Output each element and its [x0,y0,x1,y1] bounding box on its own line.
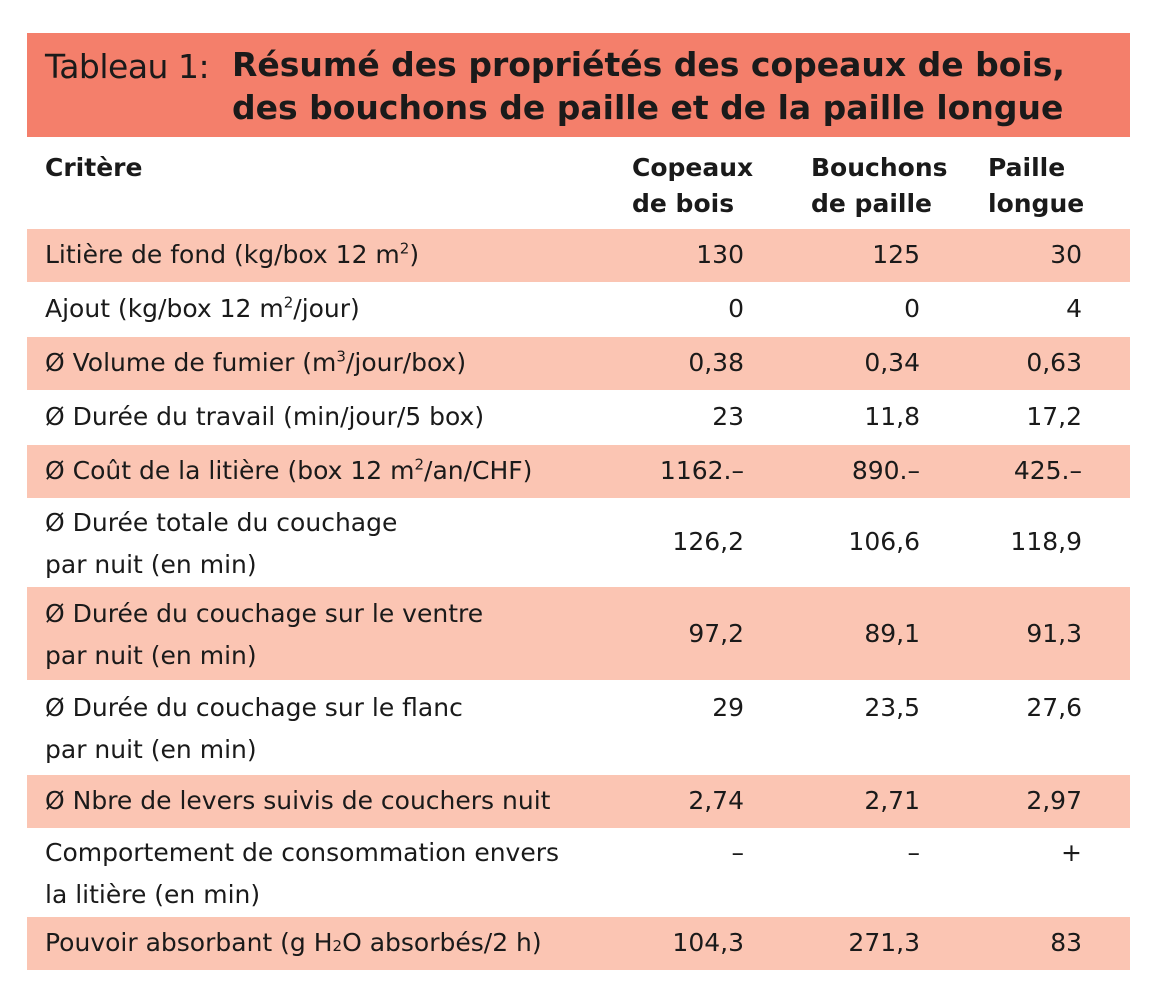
table-row [27,499,1130,587]
header-criterion: Critère [45,153,143,182]
table-title-line-1: Résumé des propriétés des copeaux de bois, [232,45,1065,84]
cell-bouchons: – [907,838,920,867]
cell-paille: 0,63 [1026,348,1082,377]
cell-paille: 30 [1050,240,1082,269]
cell-paille: 425.– [1013,456,1082,485]
table-row [27,337,1130,391]
table-row [27,775,1130,829]
cell-paille: 2,97 [1026,786,1082,815]
cell-paille: 118,9 [1010,527,1082,556]
cell-copeaux: – [731,838,744,867]
cell-paille: 4 [1066,294,1082,323]
label-suffix: ) [409,240,420,269]
cell-bouchons: 125 [872,240,920,269]
header-copeaux-de-bois: Copeaux de bois [632,153,754,218]
label-suffix: O absorbés/2 h) [342,928,542,957]
cell-bouchons: 0 [904,294,920,323]
cell-bouchons: 890.– [851,456,920,485]
cell-bouchons: 271,3 [848,928,920,957]
label-superscript: 2 [399,239,410,258]
cell-bouchons: 23,5 [864,693,920,722]
cell-paille: 17,2 [1026,402,1082,431]
row-label: Ajout (kg/box 12 $m^2/jour$) [45,293,360,323]
table-row [27,229,1130,283]
table-row [27,917,1130,971]
row-label: Ø Durée du couchage sur le flanc par nuit (en min) [45,693,463,764]
row-label: Pouvoir absorbant (g H2O absorbés/2 h) [45,928,542,957]
row-label: Comportement de consommation envers la litière (en min) [45,838,560,909]
table-row [27,391,1130,445]
table-title-line-2: des bouchons de paille et de la paille longue [232,88,1064,127]
cell-paille: 83 [1050,928,1082,957]
header-paille-longue: Paille longue [988,153,1085,218]
cell-copeaux: 29 [712,693,744,722]
cell-paille: 27,6 [1026,693,1082,722]
cell-bouchons: 2,71 [864,786,920,815]
row-label: Ø Coût de la litière (box 12 $m^2/an/CHF$) [45,455,533,485]
header-bouchons-de-paille: Bouchons de paille [811,153,948,218]
row-label: Ø Volume de fumier $(m^3/jour/box)$ [45,347,467,377]
row-label: Litière de fond (kg/box 12 $m^2$) [45,239,420,269]
row-label: Ø Nbre de levers suivis de couchers nuit [45,786,551,815]
table-row [27,681,1130,775]
cell-copeaux: 126,2 [672,527,744,556]
table-row [27,283,1130,337]
label-suffix: /jour/box) [345,348,467,377]
table-number: Tableau 1: [45,47,210,86]
cell-bouchons: 106,6 [848,527,920,556]
label-suffix: /jour) [293,294,360,323]
cell-bouchons: 11,8 [864,402,920,431]
row-label: Ø Durée du travail (min/jour/5 box) [45,402,485,431]
label-suffix: /an/CHF) [424,456,533,485]
table-container [27,33,1130,971]
cell-copeaux: 2,74 [688,786,744,815]
cell-copeaux: 1162.– [659,456,744,485]
label-subscript: 2 [332,937,343,955]
cell-copeaux: 97,2 [688,619,744,648]
cell-copeaux: 0,38 [688,348,744,377]
cell-bouchons: 89,1 [864,619,920,648]
label-superscript: 2 [414,455,425,474]
table-title-bar [27,33,1130,137]
cell-paille: + [1061,838,1082,867]
table-row [27,829,1130,917]
cell-copeaux: 104,3 [672,928,744,957]
cell-copeaux: 0 [728,294,744,323]
row-label: Ø Durée totale du couchage par nuit (en min) [45,508,398,579]
cell-copeaux: 130 [696,240,744,269]
table-header-row [27,137,1130,229]
cell-copeaux: 23 [712,402,744,431]
row-label: Ø Durée du couchage sur le ventre par nuit (en min) [45,599,484,670]
table-row [27,445,1130,499]
cell-bouchons: 0,34 [864,348,920,377]
table-title [232,43,1065,129]
cell-paille: 91,3 [1026,619,1082,648]
label-superscript: 3 [336,347,346,366]
table-row [27,587,1130,681]
label-superscript: 2 [283,293,294,312]
